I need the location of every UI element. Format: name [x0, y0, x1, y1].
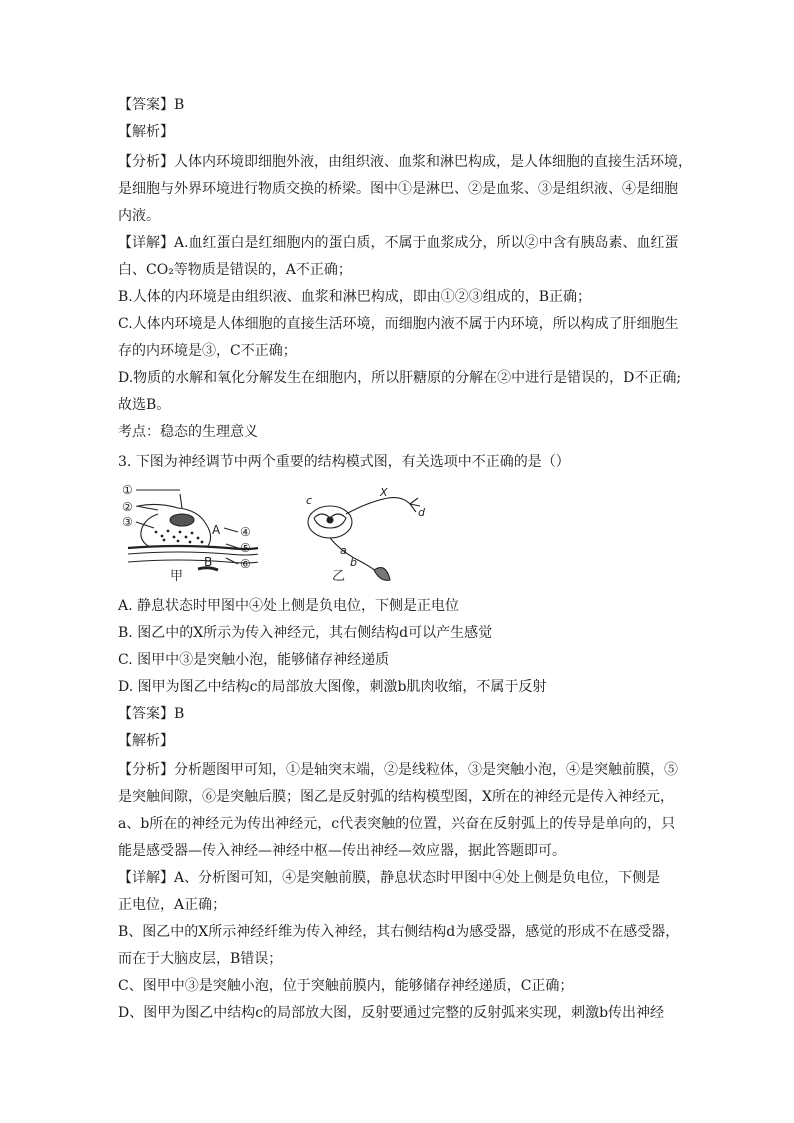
analysis-heading: 【解析】 [118, 124, 174, 140]
figure-svg [118, 484, 438, 584]
label-5: ⑤ [240, 541, 251, 555]
detail-paragraph: D.物质的水解和氧化分解发生在细胞内，所以肝糖原的分解在②中进行是错误的，D不正确; [118, 370, 682, 386]
option-d: D. 图甲为图乙中结构c的局部放大图像，刺激b肌肉收缩，不属于反射 [118, 679, 547, 695]
analysis-paragraph: 能是感受器—传入神经—神经中枢—传出神经—效应器，据此答题即可。 [118, 843, 566, 859]
label-2: ② [122, 500, 133, 514]
reflex-labels [306, 486, 426, 584]
label-a: a [340, 544, 347, 557]
analysis-paragraph: a、b所在的神经元为传出神经元，c代表突触的位置，兴奋在反射弧上的传导是单向的，只 [118, 816, 676, 832]
detail-paragraph: B.人体的内环境是由组织液、血浆和淋巴构成，即由①②③组成的，B正确； [118, 289, 592, 305]
answer-label: 【答案】B [118, 706, 185, 722]
option-a: A. 静息状态时甲图中④处上侧是负电位，下侧是正电位 [118, 598, 460, 614]
analysis-paragraph: 【分析】人体内环境即细胞外液，由组织液、血浆和淋巴构成，是人体细胞的直接生活环境， [118, 154, 692, 170]
label-6: ⑥ [240, 557, 251, 571]
question-stem: 3. 下图为神经调节中两个重要的结构模式图，有关选项中不正确的是（） [118, 454, 570, 470]
synapse-diagram [128, 490, 258, 570]
label-a-upper: A [212, 523, 221, 537]
analysis-paragraph: 是细胞与外界环境进行物质交换的桥梁。图中①是淋巴、②是血浆、③是组织液、④是细胞 [118, 181, 678, 197]
figure-caption-jia: 甲 [170, 569, 184, 584]
analysis-paragraph: 内液。 [118, 208, 160, 224]
option-c: C. 图甲中③是突触小泡，能够储存神经递质 [118, 652, 390, 668]
figure-caption-yi: 乙 [332, 569, 346, 584]
detail-paragraph: 而在于大脑皮层，B错误； [118, 951, 283, 967]
analysis-paragraph: 是突触间隙，⑥是突触后膜；图乙是反射弧的结构模型图，X所在的神经元是传入神经元， [118, 789, 674, 805]
option-b: B. 图乙中的X所示为传入神经元，其右侧结构d可以产生感觉 [118, 625, 493, 641]
detail-paragraph: 白、CO₂等物质是错误的，A不正确； [118, 262, 352, 278]
detail-paragraph: B、图乙中的X所示神经纤维为传入神经，其右侧结构d为感受器，感觉的形成不在感受器， [118, 924, 680, 940]
label-b: b [350, 556, 357, 569]
detail-paragraph: 【详解】A.血红蛋白是红细胞内的蛋白质，不属于血浆成分，所以②中含有胰岛素、血红蛋 [118, 235, 679, 251]
reflex-arc-diagram [308, 498, 420, 581]
key-point: 考点：稳态的生理意义 [118, 424, 258, 440]
detail-paragraph: 存的内环境是③，C不正确； [118, 343, 297, 359]
label-1: ① [122, 484, 133, 497]
detail-paragraph: 【详解】A、分析图可知，④是突触前膜，静息状态时甲图中④处上侧是负电位，下侧是 [118, 870, 661, 886]
answer-label: 【答案】B [118, 97, 185, 113]
label-b-upper: B [204, 555, 213, 569]
detail-paragraph: 正电位，A正确； [118, 897, 227, 913]
analysis-paragraph: 【分析】分析题图甲可知，①是轴突末端，②是线粒体，③是突触小泡，④是突触前膜，⑤ [118, 762, 678, 778]
analysis-heading: 【解析】 [118, 733, 174, 749]
detail-paragraph: 故选B。 [118, 397, 171, 413]
detail-paragraph: D、图甲为图乙中结构c的局部放大图，反射要通过完整的反射弧来实现，刺激b传出神经 [118, 1005, 665, 1021]
label-c: c [306, 494, 313, 507]
detail-paragraph: C、图甲中③是突触小泡，位于突触前膜内，能够储存神经递质，C正确； [118, 978, 574, 994]
label-d: d [418, 506, 425, 519]
label-4: ④ [240, 525, 251, 539]
neural-structure-figure [118, 484, 438, 584]
label-3: ③ [122, 515, 133, 529]
detail-paragraph: C.人体内环境是人体细胞的直接生活环境，而细胞内液不属于内环境，所以构成了肝细胞生 [118, 316, 679, 332]
label-x: X [380, 486, 388, 499]
